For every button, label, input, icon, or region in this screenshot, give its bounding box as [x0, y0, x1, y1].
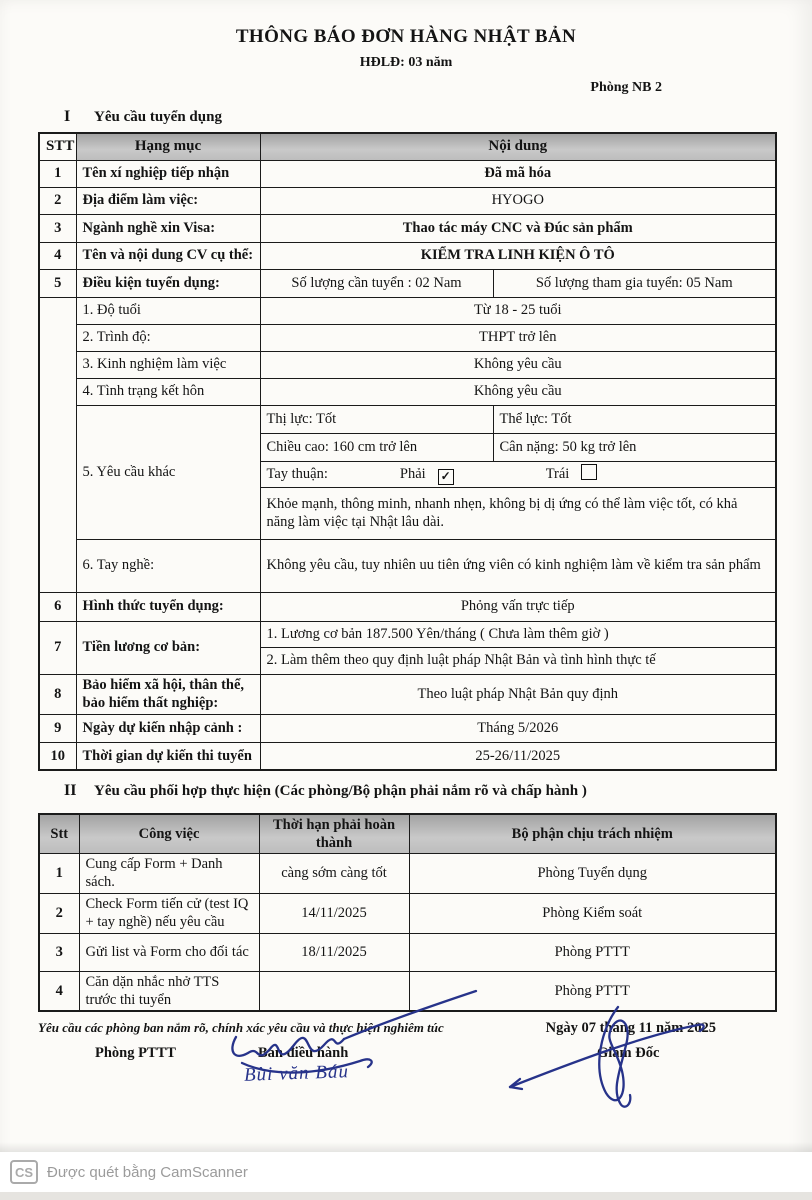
col-header-stt: Stt	[39, 814, 79, 854]
fitness-cell: Thể lực: Tốt	[493, 405, 776, 433]
row-label: Thời gian dự kiến thi tuyển	[76, 742, 260, 770]
table-row	[39, 893, 776, 933]
signature-handwritten-name: Bùi văn Báu	[243, 1061, 350, 1086]
camscanner-logo-icon: CS	[10, 1160, 38, 1184]
quantity-needed: Số lượng cần tuyển : 02 Nam	[260, 269, 493, 297]
row-no: 5	[39, 269, 76, 297]
section2-numeral: II	[64, 782, 77, 799]
page-bottom-shadow	[0, 1142, 812, 1152]
owner-cell: Phòng Tuyển dụng	[409, 854, 776, 893]
owner-cell: Phòng PTTT	[409, 971, 776, 1011]
deadline-cell: 18/11/2025	[259, 933, 409, 971]
row-label: 6. Tay nghề:	[76, 539, 260, 592]
task-cell: Gửi list và Form cho đối tác	[79, 933, 259, 971]
hand-right-label: Phải	[399, 465, 426, 482]
row-no: 2	[39, 893, 79, 933]
row-label: Ngày dự kiến nhập cảnh :	[76, 714, 260, 742]
section2-heading-text: Yêu cầu phối hợp thực hiện (Các phòng/Bộ phận phải nắm rõ và chấp hành )	[94, 783, 587, 799]
col-header-content: Nội dung	[260, 133, 776, 160]
task-cell: Căn dặn nhắc nhở TTS trước thi tuyển	[79, 971, 259, 1011]
table-row	[39, 539, 776, 592]
row-no: 10	[39, 742, 76, 770]
col-header-stt: STT	[39, 133, 76, 160]
checkbox-left-unchecked	[581, 464, 597, 480]
document-title: THÔNG BÁO ĐƠN HÀNG NHẬT BẢN	[235, 26, 577, 47]
section2-heading	[64, 782, 812, 800]
camscanner-bar	[0, 1152, 812, 1192]
table-row	[39, 378, 776, 405]
department-label: Phòng NB 2	[590, 80, 662, 95]
row-no: 3	[39, 214, 76, 242]
task-cell: Cung cấp Form + Danh sách.	[79, 854, 259, 893]
row-label: Ngành nghề xin Visa:	[76, 214, 260, 242]
other-requirements-label: 5. Yêu cầu khác	[76, 405, 260, 539]
dominant-hand-cell	[260, 461, 776, 487]
table-row	[39, 324, 776, 351]
document-date: Ngày 07 tháng 11 năm 2025	[545, 1019, 716, 1036]
row-label: Tiền lương cơ bản:	[76, 621, 260, 674]
row-value: Theo luật pháp Nhật Bản quy định	[260, 674, 776, 714]
table-header-row	[39, 133, 776, 160]
sign-title-pttt: Phòng PTTT	[95, 1044, 176, 1061]
row-value: Thao tác máy CNC và Đúc sản phẩm	[260, 214, 776, 242]
row-value: KIỂM TRA LINH KIỆN Ô TÔ	[260, 242, 776, 269]
empty-stt-cell	[39, 297, 76, 592]
health-requirement-cell: Khỏe mạnh, thông minh, nhanh nhẹn, không bị dị ứng có thể làm việc tốt, có khả năng làm việc tại Nhật lâu dài.	[260, 487, 776, 539]
signature-executive-board	[232, 991, 476, 1073]
table-row	[39, 269, 776, 297]
table-header-row	[39, 814, 776, 854]
table-row	[39, 621, 776, 647]
row-value: Tháng 5/2026	[260, 714, 776, 742]
row-value: Đã mã hóa	[260, 160, 776, 187]
signatures-ink	[220, 985, 780, 1125]
row-label: Địa điểm làm việc:	[76, 187, 260, 214]
row-no: 7	[39, 621, 76, 674]
row-value: Không yêu cầu, tuy nhiên uu tiên ứng viên có kinh nghiệm làm về kiểm tra sản phẩm	[260, 539, 776, 592]
row-no: 8	[39, 674, 76, 714]
row-label: Hình thức tuyển dụng:	[76, 592, 260, 621]
checkbox-right-checked: ✓	[438, 469, 454, 485]
footer-note: Yêu cầu các phòng ban nắm rõ, chính xác yêu cầu và thực hiện nghiêm túc	[38, 1019, 444, 1035]
salary-line-2: 2. Làm thêm theo quy định luật pháp Nhật Bản và tình hình thực tế	[260, 647, 776, 674]
hand-left-label: Trái	[545, 465, 570, 482]
sign-title-director: Giám Đốc	[597, 1044, 660, 1061]
row-value: Không yêu cầu	[260, 378, 776, 405]
row-value: THPT trở lên	[260, 324, 776, 351]
task-cell: Check Form tiến cử (test IQ + tay nghề) nếu yêu cầu	[79, 893, 259, 933]
row-value: Không yêu cầu	[260, 351, 776, 378]
height-cell: Chiều cao: 160 cm trở lên	[260, 433, 493, 461]
camscanner-watermark-text: Được quét bằng CamScanner	[47, 1163, 248, 1181]
coordination-table	[38, 813, 777, 1012]
table-row	[39, 214, 776, 242]
row-label: 1. Độ tuổi	[76, 297, 260, 324]
row-label: Điều kiện tuyển dụng:	[76, 269, 260, 297]
col-header-category: Hạng mục	[76, 133, 260, 160]
section1-numeral: I	[64, 108, 71, 125]
owner-cell: Phòng Kiểm soát	[409, 893, 776, 933]
requirements-table	[38, 132, 777, 771]
contract-duration: HĐLĐ: 03 năm	[359, 55, 453, 70]
table-row	[39, 297, 776, 324]
section1-heading	[64, 108, 812, 126]
weight-cell: Cân nặng: 50 kg trở lên	[493, 433, 776, 461]
table-row	[39, 187, 776, 214]
salary-line-1: 1. Lương cơ bản 187.500 Yên/tháng ( Chưa làm thêm giờ )	[260, 621, 776, 647]
signature-director	[510, 1007, 704, 1107]
row-label: Tên xí nghiệp tiếp nhận	[76, 160, 260, 187]
row-label: 4. Tình trạng kết hôn	[76, 378, 260, 405]
row-label: 2. Trình độ:	[76, 324, 260, 351]
row-no: 6	[39, 592, 76, 621]
row-no: 2	[39, 187, 76, 214]
table-row	[39, 714, 776, 742]
row-label: Bảo hiểm xã hội, thân thể, bảo hiểm thất nghiệp:	[76, 674, 260, 714]
vision-cell: Thị lực: Tốt	[260, 405, 493, 433]
bottom-edge-strip	[0, 1192, 812, 1200]
row-value: HYOGO	[260, 187, 776, 214]
row-value: Phỏng vấn trực tiếp	[260, 592, 776, 621]
deadline-cell: càng sớm càng tốt	[259, 854, 409, 893]
row-value: Từ 18 - 25 tuổi	[260, 297, 776, 324]
row-no: 1	[39, 854, 79, 893]
row-label: 3. Kinh nghiệm làm việc	[76, 351, 260, 378]
row-no: 1	[39, 160, 76, 187]
col-header-deadline: Thời hạn phải hoàn thành	[259, 814, 409, 854]
table-row	[39, 351, 776, 378]
section1-heading-text: Yêu cầu tuyển dụng	[94, 109, 222, 125]
table-row	[39, 854, 776, 893]
row-no: 4	[39, 971, 79, 1011]
row-value: 25-26/11/2025	[260, 742, 776, 770]
row-no: 4	[39, 242, 76, 269]
row-no: 3	[39, 933, 79, 971]
col-header-task: Công việc	[79, 814, 259, 854]
table-row	[39, 592, 776, 621]
sign-title-executive-board: Ban điều hành	[258, 1044, 349, 1061]
table-row	[39, 674, 776, 714]
table-row	[39, 933, 776, 971]
row-no: 9	[39, 714, 76, 742]
hand-label: Tay thuận:	[266, 465, 328, 482]
deadline-cell: 14/11/2025	[259, 893, 409, 933]
table-row	[39, 405, 776, 433]
table-row	[39, 160, 776, 187]
owner-cell: Phòng PTTT	[409, 933, 776, 971]
row-label: Tên và nội dung CV cụ thể:	[76, 242, 260, 269]
table-row	[39, 242, 776, 269]
table-row	[39, 742, 776, 770]
col-header-owner: Bộ phận chịu trách nhiệm	[409, 814, 776, 854]
quantity-participating: Số lượng tham gia tuyển: 05 Nam	[493, 269, 776, 297]
